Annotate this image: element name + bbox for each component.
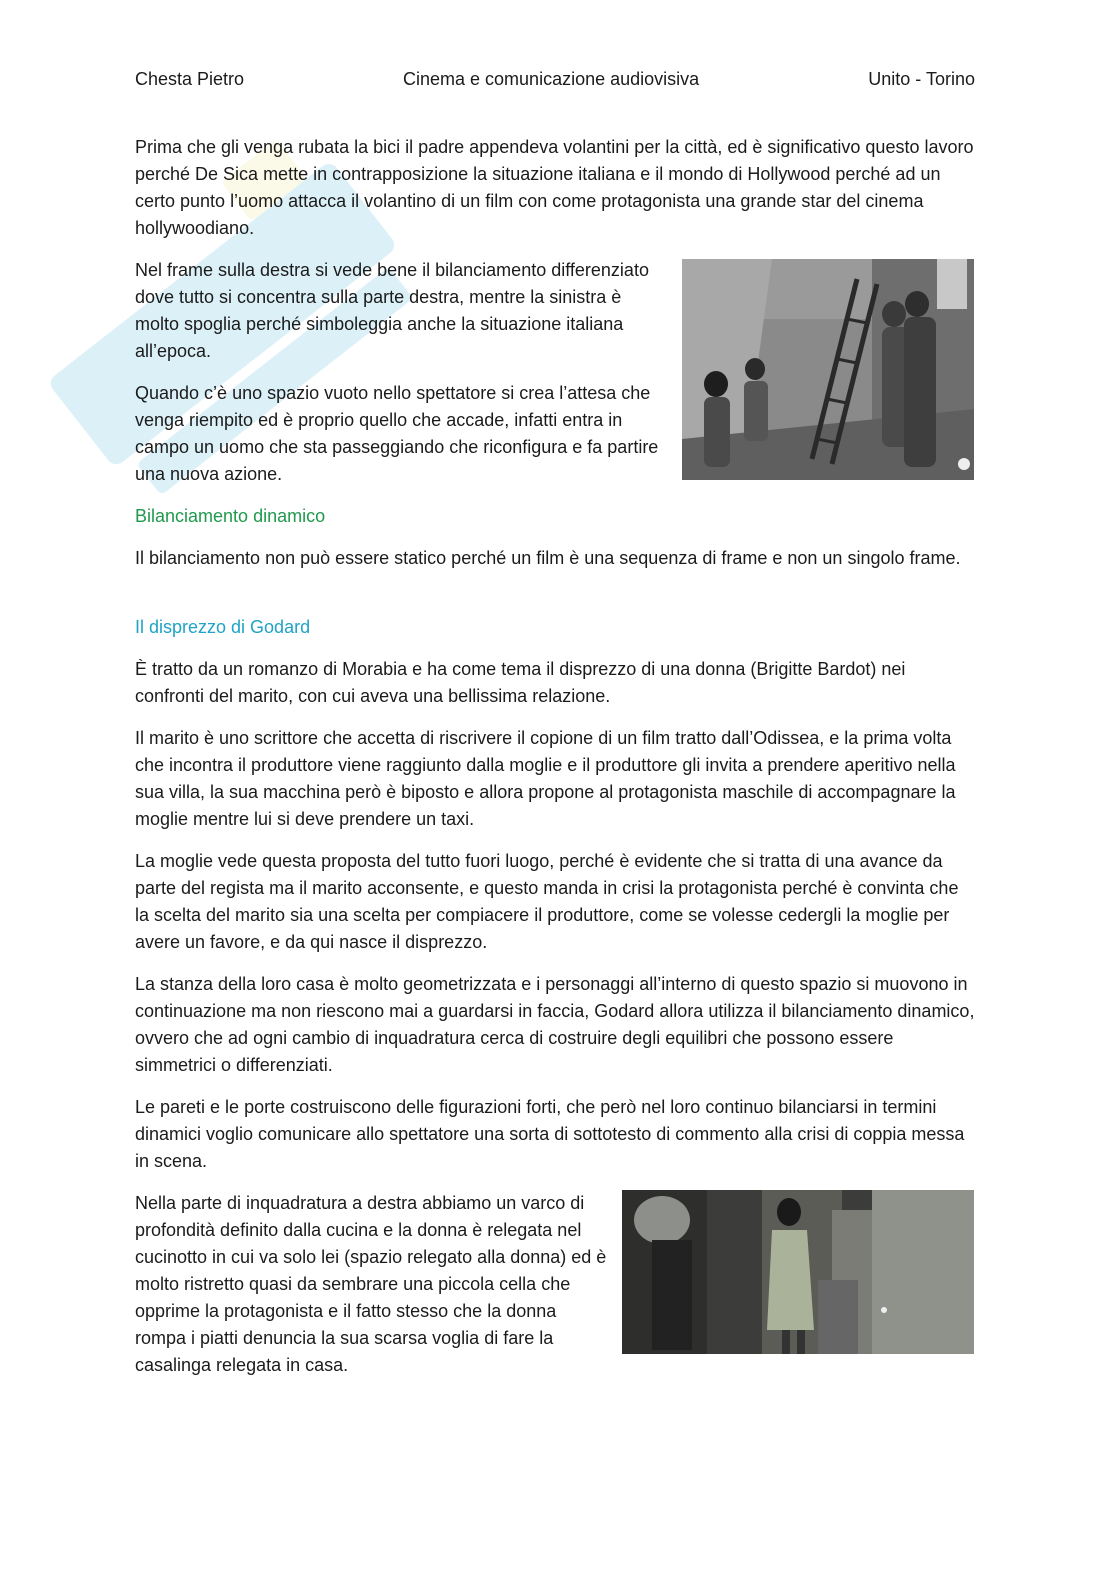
paragraph-3: Quando c’è uno spazio vuoto nello spettatore si crea l’attesa che venga riempito ed è proprio quello che accade, infatti entra in campo un uomo che sta passeggiando che riconfigura e fa partire una nuova azione.	[135, 383, 659, 484]
paragraph-8: La stanza della loro casa è molto geometrizzata e i personaggi all’interno di questo spazio si muovono in continuazione ma non riescono mai a guardarsi in faccia, Godard allora utilizza il bilanciamento dinamico, ovvero che ad ogni cambio di inquadratura cerca di costruire degli equilibri che possono essere simmetrici o differenziati.	[135, 974, 975, 1075]
heading-bilanciamento-dinamico: Bilanciamento dinamico	[135, 506, 326, 526]
paragraph-4: Il bilanciamento non può essere statico perché un film è una sequenza di frame e non un singolo frame.	[135, 548, 961, 568]
paragraph-7: La moglie vede questa proposta del tutto fuori luogo, perché è evidente che si tratta di una avance da parte del regista ma il marito acconsente, e questo manda in crisi la protagonista perché è convinta che la scelta del marito sia una scelta per compiacere il produttore, come se volesse cedergli la moglie per avere un favore, e da qui nasce il disprezzo.	[135, 851, 959, 952]
header-author: Chesta Pietro	[135, 69, 245, 89]
paragraph-9: Le pareti e le porte costruiscono delle figurazioni forti, che però nel loro continuo bilanciarsi in termini dinamici voglio comunicare allo spettatore una sorta di sottotesto di commento alla crisi di coppia messa in scena.	[135, 1097, 965, 1171]
paragraph-10: Nella parte di inquadratura a destra abbiamo un varco di profondità definito dalla cucina e la donna è relegata nel cucinotto in cui va solo lei (spazio relegato alla donna) ed è molto ristretto quasi da sembrare una piccola cella che opprime la protagonista e il fatto stesso che la donna rompa i piatti denuncia la sua scarsa voglia di fare la casalinga relegata in casa.	[135, 1193, 607, 1375]
paragraph-2: Nel frame sulla destra si vede bene il bilanciamento differenziato dove tutto si concentra sulla parte destra, mentre la sinistra è molto spoglia perché simboleggia anche la situazione italiana all’epoca.	[135, 260, 649, 361]
paragraph-1: Prima che gli venga rubata la bici il padre appendeva volantini per la città, ed è significativo questo lavoro perché De Sica mette in contrapposizione la situazione italiana e il mondo di Hollywood perché ad un certo punto l’uomo attacca il volantino di un film con come protagonista una grande star del cinema hollywoodiano.	[135, 137, 974, 238]
page-header	[135, 66, 975, 92]
film-still-kitchen-icon	[622, 1190, 974, 1354]
film-still-ladder-icon	[682, 259, 974, 480]
paragraph-6: Il marito è uno scrittore che accetta di riscrivere il copione di un film tratto dall’Odissea, e la prima volta che incontra il produttore viene raggiunto dalla moglie e il produttore gli invita a prendere aperitivo nella sua villa, la sua macchina però è biposto e allora propone al protagonista maschile di accompagnare la moglie mentre lui si deve prendere un taxi.	[135, 728, 956, 829]
header-place: Unito - Torino	[868, 69, 975, 89]
heading-disprezzo-godard: Il disprezzo di Godard	[135, 617, 311, 637]
header-course: Cinema e comunicazione audiovisiva	[403, 69, 700, 89]
paragraph-5: È tratto da un romanzo di Morabia e ha come tema il disprezzo di una donna (Brigitte Bardot) nei confronti del marito, con cui aveva una bellissima relazione.	[135, 659, 906, 706]
